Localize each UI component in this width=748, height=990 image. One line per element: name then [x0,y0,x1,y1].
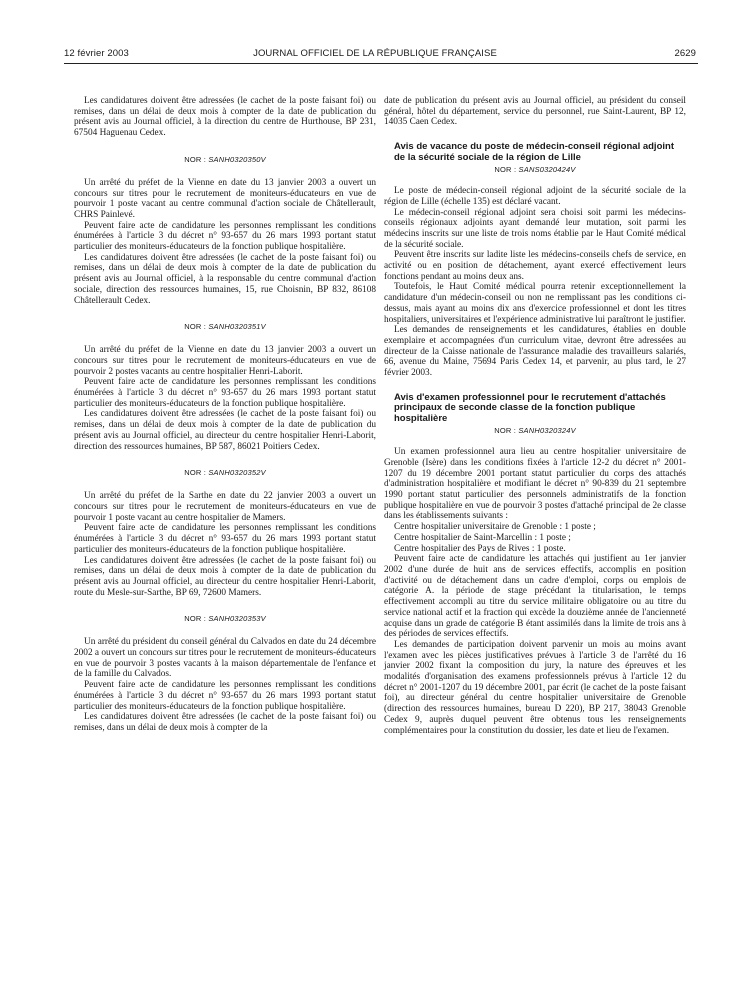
nor-reference: NOR : SANH0320324V [494,426,576,436]
paragraph: Les candidatures doivent être adressées (le cachet de la poste faisant foi) ou remises, dans un délai de deux mois à compter de la [74,712,376,733]
paragraph: Les candidatures doivent être adressées (le cachet de la poste faisant foi) ou remises, dans un délai de deux mois à compter de la date de publication du présent avis au Journal officiel, au directeur du centre hospitalier Henri-Laborit, route du Mesle-sur-Sarthe, BP 69, 72600 Mamers. [74,555,376,598]
paragraph: Peuvent faire acte de candidature les personnes remplissant les conditions énumérées à l'article 3 du décret n° 93-657 du 26 mars 1993 portant statut particulier des moniteurs-éducateurs de la fonction publique hospitalière. [74,377,376,409]
paragraph: Peuvent faire acte de candidature les attachés qui justifient au 1er janvier 2002 d'une durée de huit ans de services effectifs, accomplis en position d'activité ou de détachement dans un cadre d'emploi, corps ou emplois de catégorie A. la période de stage précédant la titularisation, le temps effectivement accompli au titre du service militaire obligatoire ou au titre du service national actif et la fraction qui excède la douzième année de l'ancienneté acquise dans un grade de catégorie B étant assimilés dans la limite de trois ans à des périodes de services effectifs. [384,554,686,640]
paragraph: Les candidatures doivent être adressées (le cachet de la poste faisant foi) ou remises, dans un délai de deux mois à compter de la date de publication du présent avis au Journal officiel, au directeur du centre hospitalier Henri-Laborit, direction des ressources humaines, BP 587, 86021 Poitiers Cedex. [74,409,376,452]
nor-reference: NOR : SANH0320351V [184,322,266,332]
paragraph: Peuvent faire acte de candidature les personnes remplissant les conditions énumérées à l'article 3 du décret n° 93-657 du 26 mars 1993 portant statut particulier des moniteurs-éducateurs de la fonction publique hospitalière. [74,523,376,555]
list-item: Centre hospitalier de Saint-Marcellin : 1 poste ; [394,532,571,543]
paragraph: Toutefois, le Haut Comité médical pourra retenir exceptionnellement la candidature d'un médecin-conseil ou non ne remplissant pas les conditions ci-dessus, mais ayant au moins dix ans d'exercice professionnel et dont les titres hospitaliers, universitaires et l'expérience administrative lui paraîtront le justifier. [384,282,686,325]
header-rule [64,63,698,64]
paragraph: Les demandes de renseignements et les candidatures, établies en double exemplaire et accompagnées d'un curriculum vitae, devront être adressées au directeur de la Caisse nationale de l'assurance maladie des travailleurs salariés, 66, avenue du Maine, 75694 Paris Cedex 14, et parvenir, au plus tard, le 27 février 2003. [384,325,686,379]
paragraph: Les demandes de participation doivent parvenir un mois au moins avant l'examen avec les pièces justificatives prévues à l'article 3 de l'arrêté du 16 janvier 2002 fixant la composition du jury, la nature des épreuves et les modalités d'organisation des examens professionnels prévus à l'article 12 du décret n° 2001-1207 du 19 décembre 2001, par écrit (le cachet de la poste faisant foi), au directeur général du centre hospitalier universitaire de Grenoble (direction des ressources humaines, bureau D 220), BP 217, 38043 Grenoble Cedex 9, auprès duquel peuvent être obtenus tous les renseignements complémentaires pour la constitution du dossier, les date et lieu de l'examen. [384,639,686,736]
paragraph: Le médecin-conseil régional adjoint sera choisi soit parmi les médecins-conseils régionaux adjoints ayant demandé leur mutation, soit parmi les médecins inscrits sur une liste de trois noms établie par le Haut Comité médical de la sécurité sociale. [384,207,686,250]
paragraph: Peuvent faire acte de candidature les personnes remplissant les conditions énumérées à l'article 3 du décret n° 93-657 du 26 mars 1993 portant statut particulier des moniteurs-éducateurs de la fonction publique hospitalière. [74,680,376,712]
header-title: JOURNAL OFFICIEL DE LA RÉPUBLIQUE FRANÇAISE [253,48,497,59]
intro-paragraph: Les candidatures doivent être adressées (le cachet de la poste faisant foi) ou remises, dans un délai de deux mois à compter de la date de publication du présent avis au Journal officiel, à la direction du centre de Hurthouse, BP 231, 67504 Haguenau Cedex. [74,96,376,139]
left-column [74,96,376,734]
list-item: Centre hospitalier des Pays de Rives : 1 poste. [394,543,566,554]
paragraph: Un arrêté du préfet de la Vienne en date du 13 janvier 2003 a ouvert un concours sur titres pour le recrutement de moniteurs-éducateurs en vue de pourvoir 2 postes vacants au centre hospitalier Henri-Laborit. [74,345,376,377]
paragraph: Un arrêté du préfet de la Vienne en date du 13 janvier 2003 a ouvert un concours sur titres pour le recrutement de moniteurs-éducateurs en vue de pourvoir 1 poste vacant au centre communal d'action sociale de Châtellerault, CHRS Painlevé. [74,177,376,220]
notice-title: Avis de vacance du poste de médecin-conseil régional adjoint de la sécurité sociale de la région de Lille [394,141,674,163]
list-item: Centre hospitalier universitaire de Grenoble : 1 poste ; [394,522,596,533]
paragraph: Peuvent faire acte de candidature les personnes remplissant les conditions énumérées à l'article 3 du décret n° 93-657 du 26 mars 1993 portant statut particulier des moniteurs-éducateurs de la fonction publique hospitalière. [74,220,376,253]
paragraph: Un examen professionnel aura lieu au centre hospitalier universitaire de Grenoble (Isère) dans les conditions fixées à l'article 12-2 du décret n° 2001-1207 du 19 décembre 2001 portant statut particulier du corps des attachés d'administration hospitalière et modifiant le décret n° 90-839 du 21 septembre 1990 portant statut particulier des personnels administratifs de la fonction publique hospitalière en vue de pourvoir 3 postes d'attaché principal de 2e classe dans les établissements suivants : [384,447,686,522]
header-date: 12 février 2003 [64,48,129,59]
paragraph: Un arrêté du président du conseil général du Calvados en date du 24 décembre 2002 a ouvert un concours sur titres pour le recrutement de moniteurs-éducateurs en vue de pourvoir 3 postes vacants à la maison départementale de l'enfance et de la famille du Calvados. [74,637,376,680]
paragraph: Un arrêté du préfet de la Sarthe en date du 22 janvier 2003 a ouvert un concours sur titres pour le recrutement de moniteurs-éducateurs en vue de pourvoir 1 poste vacant au centre hospitalier de Mamers. [74,491,376,523]
nor-reference: NOR : SANH0320352V [184,468,266,478]
nor-reference: NOR : SANS0320424V [494,165,576,175]
paragraph: Peuvent être inscrits sur ladite liste les médecins-conseils chefs de service, en activité ou en position de détachement, ayant exercé effectivement leurs fonctions pendant au moins deux ans. [384,250,686,282]
right-column [384,96,686,736]
header-page-number: 2629 [674,48,696,59]
nor-reference: NOR : SANH0320350V [184,154,266,164]
nor-reference: NOR : SANH0320353V [184,614,266,624]
notice-title: Avis d'examen professionnel pour le recrutement d'attachés principaux de seconde classe de la fonction publique hospitalière [394,391,666,424]
continued-paragraph: date de publication du présent avis au Journal officiel, au président du conseil général, hôtel du département, service du personnel, rue Saint-Laurent, BP 12, 14035 Caen Cedex. [384,96,686,128]
paragraph: Les candidatures doivent être adressées (le cachet de la poste faisant foi) ou remises, dans un délai de deux mois à compter de la date de publication du présent avis au Journal officiel, à la responsable du centre communal d'action sociale, direction des ressources humaines, 15, rue Choisnin, BP 832, 86108 Châtellerault Cedex. [74,252,376,306]
paragraph: Le poste de médecin-conseil régional adjoint de la sécurité sociale de la région de Lille (échelle 135) est déclaré vacant. [384,186,686,207]
